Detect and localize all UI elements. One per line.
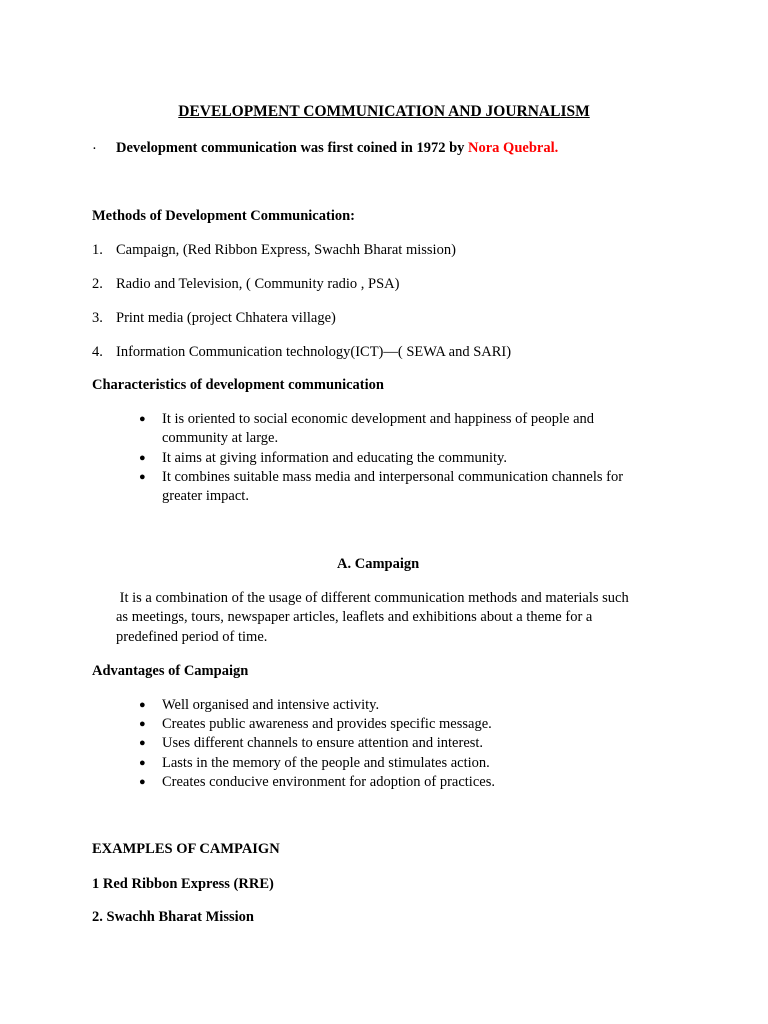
bullet-icon: ● xyxy=(139,699,146,711)
examples-heading: EXAMPLES OF CAMPAIGN xyxy=(92,841,280,857)
example-item: 1 Red Ribbon Express (RRE) xyxy=(92,876,274,892)
method-number: 1. xyxy=(92,242,103,258)
characteristic-line: It is oriented to social economic development and happiness of people and xyxy=(162,411,595,427)
campaign-heading: A. Campaign xyxy=(337,556,420,572)
advantage-item: Lasts in the memory of the people and stimulates action. xyxy=(162,755,490,771)
advantages-heading: Advantages of Campaign xyxy=(92,663,249,679)
campaign-paragraph-line: It is a combination of the usage of different communication methods and materials such xyxy=(116,590,629,606)
advantage-item: Uses different channels to ensure attention and interest. xyxy=(162,735,484,751)
method-item: Campaign, (Red Ribbon Express, Swachh Bharat mission) xyxy=(116,242,456,258)
campaign-paragraph-line: as meetings, tours, newspaper articles, leaflets and exhibitions about a theme for a xyxy=(116,609,593,625)
bullet-icon: ● xyxy=(139,718,146,730)
advantage-item: Creates conducive environment for adoption of practices. xyxy=(162,774,495,790)
bullet-icon: ● xyxy=(139,757,146,769)
advantage-item: Creates public awareness and provides specific message. xyxy=(162,716,492,732)
campaign-paragraph-line: predefined period of time. xyxy=(116,629,268,645)
method-number: 3. xyxy=(92,310,103,326)
example-item: 2. Swachh Bharat Mission xyxy=(92,909,254,925)
characteristics-heading: Characteristics of development communication xyxy=(92,377,384,393)
intro-statement xyxy=(116,139,558,157)
bullet-icon: ● xyxy=(139,452,146,464)
characteristic-line: It combines suitable mass media and interpersonal communication channels for xyxy=(162,469,624,485)
method-item: Information Communication technology(ICT)—( SEWA and SARI) xyxy=(116,344,512,360)
page-title: DEVELOPMENT COMMUNICATION AND JOURNALISM xyxy=(178,103,590,120)
method-number: 4. xyxy=(92,344,103,360)
bullet-icon: ● xyxy=(139,737,146,749)
bullet-icon: ● xyxy=(139,413,146,425)
advantage-item: Well organised and intensive activity. xyxy=(162,697,380,713)
intro-text: Development communication was first coined in 1972 by xyxy=(116,140,469,156)
bullet-icon: ● xyxy=(139,776,146,788)
method-item: Radio and Television, ( Community radio , PSA) xyxy=(116,276,400,292)
characteristic-line: It aims at giving information and educating the community. xyxy=(162,450,507,466)
characteristic-line: greater impact. xyxy=(162,488,249,504)
method-item: Print media (project Chhatera village) xyxy=(116,310,336,326)
intro-name: Nora Quebral. xyxy=(468,140,559,156)
intro-bullet: · xyxy=(92,141,97,157)
methods-heading: Methods of Development Communication: xyxy=(92,208,355,224)
method-number: 2. xyxy=(92,276,103,292)
characteristic-line: community at large. xyxy=(162,430,279,446)
bullet-icon: ● xyxy=(139,471,146,483)
